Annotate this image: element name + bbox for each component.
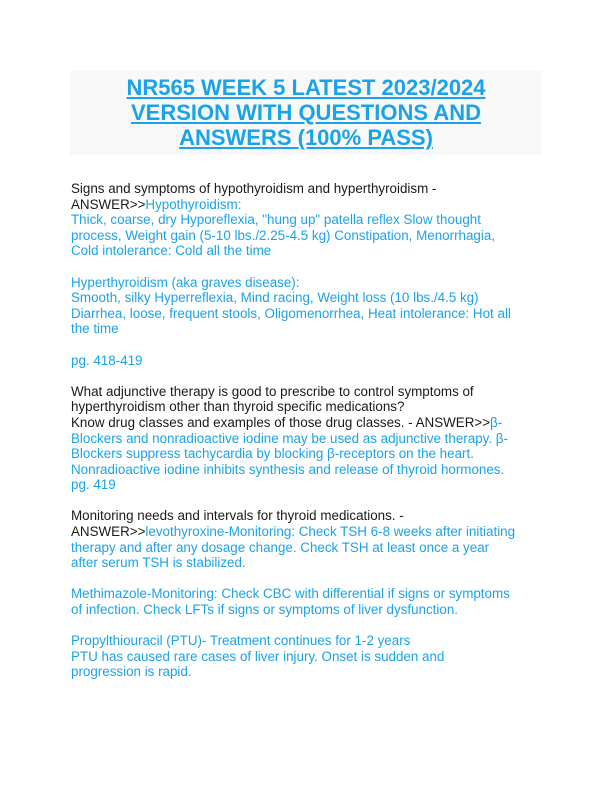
document-title [70,71,542,150]
answer-text: Thick, coarse, dry Hyporeflexia, "hung up" patella reflex Slow thought [71,212,481,228]
title-banner [70,71,542,155]
answer-text: of infection. Check LFTs if signs or symptoms of liver dysfunction. [71,602,458,618]
answer-text: progression is rapid. [71,664,192,680]
answer-text: the time [71,321,119,337]
question-text: Know drug classes and examples of those drug classes. - ANSWER>> [71,414,491,430]
answer-text: Smooth, silky Hyperreflexia, Mind racing, Weight loss (10 lbs./4.5 kg) [71,290,479,306]
answer-text: Blockers and nonradioactive iodine may be used as adjunctive therapy. β- [71,430,508,446]
answer-text: PTU has caused rare cases of liver injury. Onset is sudden and [71,648,445,664]
answer-text: Blockers suppress tachycardia by blocking β-receptors on the heart. [71,446,474,462]
title-line: NR565 WEEK 5 LATEST 2023/2024 [126,75,486,100]
answer-text: levothyroxine-Monitoring: Check TSH 6-8 weeks after initiating [145,524,516,540]
answer-text: Diarrhea, loose, frequent stools, Oligomenorrhea, Heat intolerance: Hot all [71,305,511,321]
answer-text: therapy and after any dosage change. Check TSH at least once a year [71,539,490,555]
answer-text: Propylthiouracil (PTU)- Treatment continues for 1-2 years [71,633,411,649]
page-reference: pg. 418-419 [71,352,143,368]
answer-text: Hyperthyroidism (aka graves disease): [71,274,300,290]
question-answer-line [71,197,546,213]
question-answer-line [71,415,546,431]
answer-text: Methimazole-Monitoring: Check CBC with differential if signs or symptoms [71,586,510,602]
answer-text: after serum TSH is stabilized. [71,555,246,571]
title-line: ANSWERS (100% PASS) [179,125,433,150]
question-text: What adjunctive therapy is good to prescribe to control symptoms of [71,383,474,399]
page-reference: pg. 419 [71,477,116,493]
answer-text: β- [490,414,503,430]
answer-marker: ANSWER>> [71,524,146,540]
question-text: Monitoring needs and intervals for thyroid medications. - [71,508,404,524]
title-line: VERSION WITH QUESTIONS AND [131,100,481,125]
question-answer-line [71,524,546,540]
document-body [71,181,546,680]
question-text: Signs and symptoms of hypothyroidism and hyperthyroidism - [71,181,437,196]
question-text: hyperthyroidism other than thyroid specific medications? [71,399,405,415]
answer-text: process, Weight gain (5-10 lbs./2.25-4.5 kg) Constipation, Menorrhagia, [71,227,496,243]
answer-marker: ANSWER>> [71,196,146,212]
answer-text: Hypothyroidism: [145,196,242,212]
answer-text: Cold intolerance: Cold all the time [71,243,272,259]
answer-text: Nonradioactive iodine inhibits synthesis and release of thyroid hormones. [71,461,505,477]
